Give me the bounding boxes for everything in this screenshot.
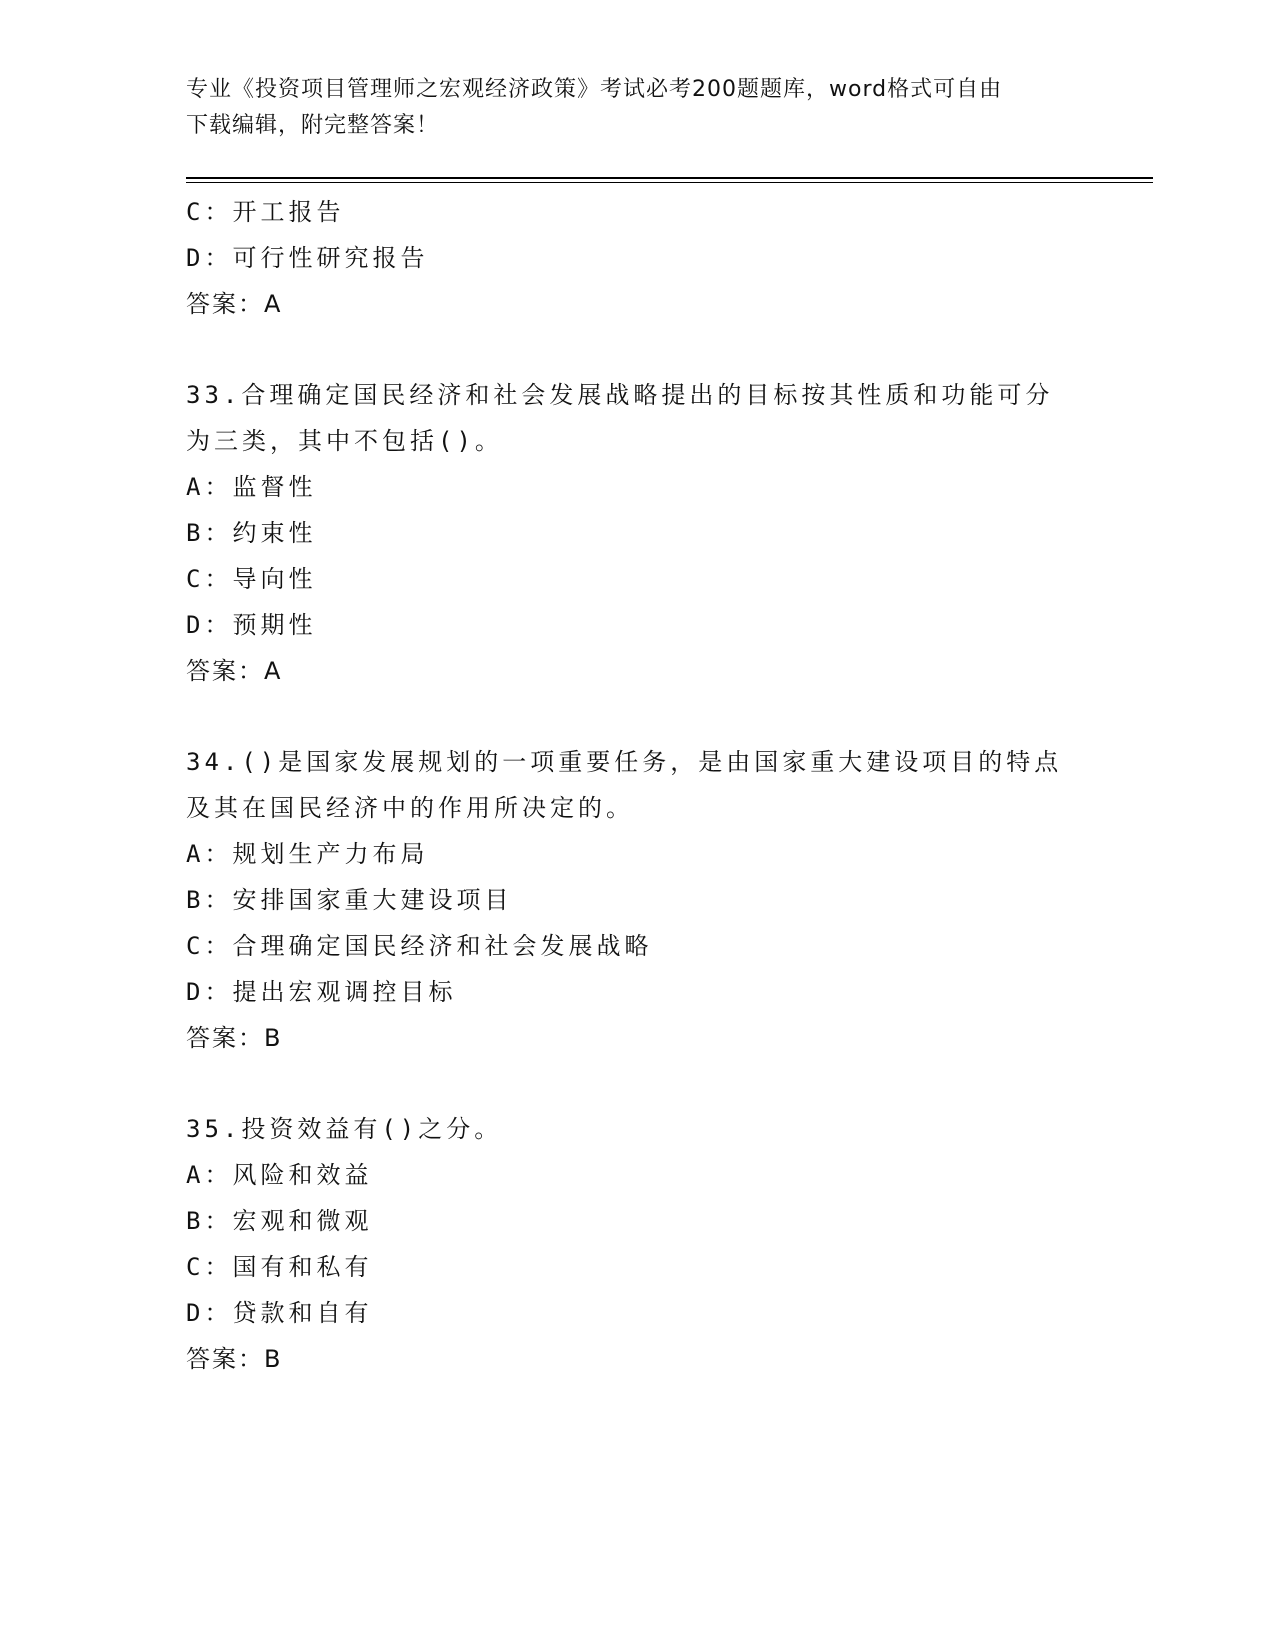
spacer	[186, 694, 1086, 739]
header-line-1: 专业《投资项目管理师之宏观经济政策》考试必考200题题库，word格式可自由	[186, 77, 1003, 102]
answer: 答案：B	[186, 1024, 283, 1052]
question-block-34	[186, 739, 1086, 1061]
option-a: A：风险和效益	[186, 1161, 373, 1189]
answer: 答案：A	[186, 290, 283, 318]
option-c: C：国有和私有	[186, 1253, 373, 1281]
spacer	[186, 1061, 1086, 1106]
option-c: C：开工报告	[186, 198, 345, 226]
header-divider-thick	[186, 177, 1153, 179]
option-b: B：约束性	[186, 519, 317, 547]
question-block-33	[186, 372, 1086, 694]
option-c: C：合理确定国民经济和社会发展战略	[186, 932, 653, 960]
question-stem: 35.投资效益有()之分。	[186, 1115, 503, 1143]
option-a: A：规划生产力布局	[186, 840, 429, 868]
question-stem-continued: 为三类，其中不包括()。	[186, 427, 503, 455]
question-stem-continued: 及其在国民经济中的作用所决定的。	[186, 794, 634, 822]
option-c: C：导向性	[186, 565, 317, 593]
option-d: D：提出宏观调控目标	[186, 978, 457, 1006]
header-line-2: 下载编辑，附完整答案！	[186, 113, 440, 138]
question-stem: 33.合理确定国民经济和社会发展战略提出的目标按其性质和功能可分	[186, 381, 1054, 409]
answer: 答案：B	[186, 1345, 283, 1373]
answer: 答案：A	[186, 657, 283, 685]
option-d: D：预期性	[186, 611, 317, 639]
option-b: B：安排国家重大建设项目	[186, 886, 513, 914]
question-list	[186, 189, 1086, 1382]
question-block-35	[186, 1106, 1086, 1382]
spacer	[186, 327, 1086, 372]
header-divider-thin	[186, 182, 1153, 183]
document-header	[186, 72, 1066, 144]
option-b: B：宏观和微观	[186, 1207, 373, 1235]
question-stem: 34.()是国家发展规划的一项重要任务，是由国家重大建设项目的特点	[186, 748, 1063, 776]
option-d: D：贷款和自有	[186, 1299, 373, 1327]
question-block-prev	[186, 189, 1086, 327]
option-d: D：可行性研究报告	[186, 244, 429, 272]
option-a: A：监督性	[186, 473, 317, 501]
